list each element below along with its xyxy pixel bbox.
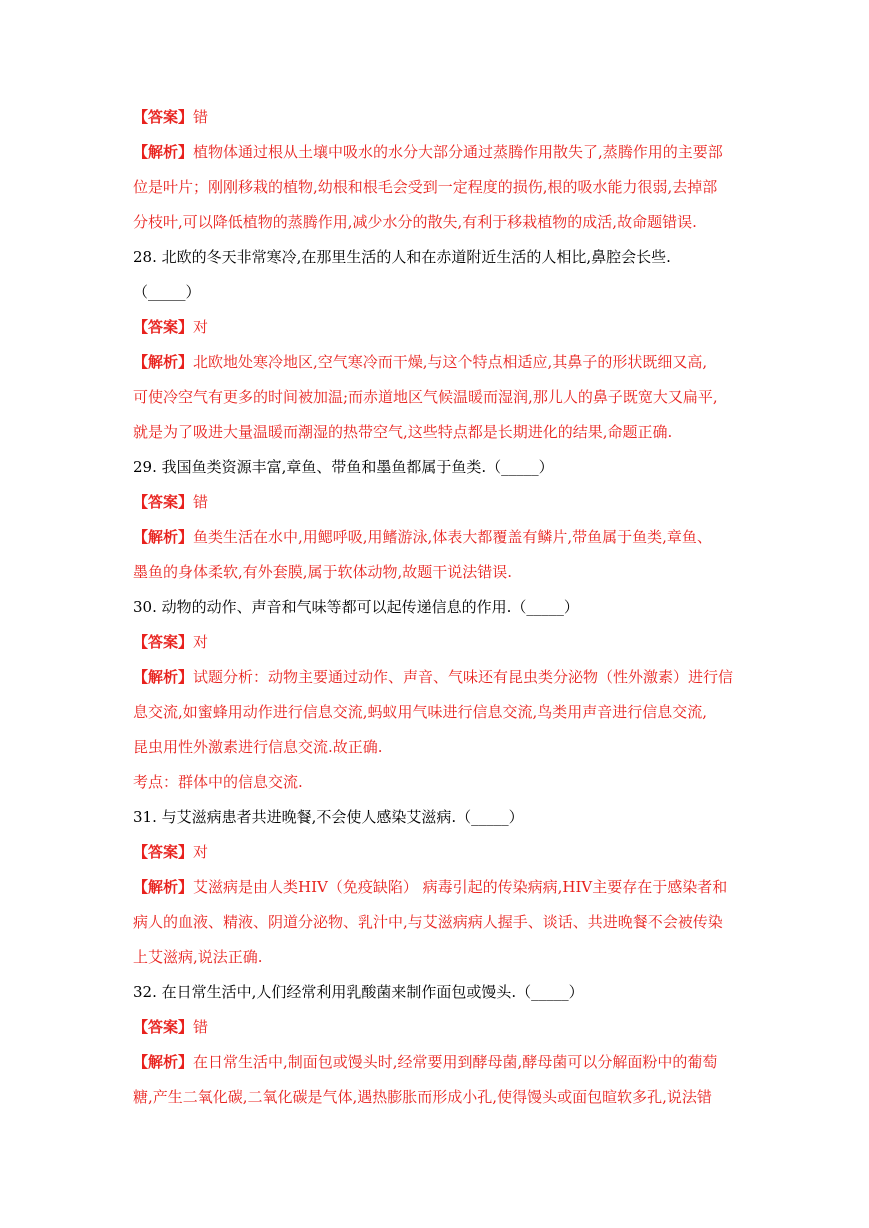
question-blank: （_____） [133,283,201,301]
answer-line [133,1018,741,1053]
analysis-continuation: 昆虫用性外激素进行信息交流.故正确. [133,738,383,756]
analysis-text: 北欧地处寒冷地区,空气寒冷而干燥,与这个特点相适应,其鼻子的形状既细又高, [193,353,708,371]
answer-text: 错 [193,493,209,511]
analysis-tag: 【解析】 [133,668,194,686]
answer-line [133,318,741,353]
analysis-continuation: 糖,产生二氧化碳,二氧化碳是气体,遇热膨胀而形成小孔,使得馒头或面包暄软多孔,说法错 [133,1088,712,1106]
analysis-text: 艾滋病是由人类HIV（免疫缺陷） 病毒引起的传染病病,HIV主要存在于感染者和 [193,878,728,896]
answer-line [133,493,741,528]
question-32: 32. 在日常生活中,人们经常利用乳酸菌来制作面包或馒头.（_____） [133,983,584,1001]
analysis-text: 鱼类生活在水中,用鳃呼吸,用鳍游泳,体表大都覆盖有鳞片,带鱼属于鱼类,章鱼、 [193,528,712,546]
analysis-text: 试题分析：动物主要通过动作、声音、气味还有昆虫类分泌物（性外激素）进行信 [193,668,734,686]
analysis-continuation: 位是叶片；刚刚移栽的植物,幼根和根毛会受到一定程度的损伤,根的吸水能力很弱,去掉部 [133,178,718,196]
answer-tag: 【答案】 [133,633,194,651]
answer-line [133,108,741,143]
analysis-tag: 【解析】 [133,1053,194,1071]
answer-text: 错 [193,1018,209,1036]
question-30: 30. 动物的动作、声音和气味等都可以起传递信息的作用.（_____） [133,598,579,616]
question-31: 31. 与艾滋病患者共进晚餐,不会使人感染艾滋病.（_____） [133,808,524,826]
analysis-continuation: 墨鱼的身体柔软,有外套膜,属于软体动物,故题干说法错误. [133,563,513,581]
answer-tag: 【答案】 [133,1018,194,1036]
analysis-line [133,143,741,178]
answer-line [133,633,741,668]
analysis-line [133,668,741,703]
analysis-continuation: 分枝叶,可以降低植物的蒸腾作用,减少水分的散失,有利于移栽植物的成活,故命题错误. [133,213,697,231]
analysis-continuation: 可使冷空气有更多的时间被加温;而赤道地区气候温暖而湿润,那儿人的鼻子既宽大又扁平, [133,388,718,406]
answer-text: 对 [193,633,209,651]
answer-tag: 【答案】 [133,318,194,336]
answer-text: 对 [193,318,209,336]
analysis-continuation: 息交流,如蜜蜂用动作进行信息交流,蚂蚁用气味进行信息交流,鸟类用声音进行信息交流, [133,703,708,721]
question-29: 29. 我国鱼类资源丰富,章鱼、带鱼和墨鱼都属于鱼类.（_____） [133,458,554,476]
analysis-note: 考点：群体中的信息交流. [133,773,303,791]
answer-tag: 【答案】 [133,493,194,511]
analysis-continuation: 病人的血液、精液、阴道分泌物、乳汁中,与艾滋病病人握手、谈话、共进晚餐不会被传染 [133,913,723,931]
answer-text: 错 [193,108,209,126]
answer-tag: 【答案】 [133,108,194,126]
analysis-text: 植物体通过根从土壤中吸水的水分大部分通过蒸腾作用散失了,蒸腾作用的主要部 [193,143,723,161]
analysis-continuation: 上艾滋病,说法正确. [133,948,263,966]
answer-text: 对 [193,843,209,861]
analysis-tag: 【解析】 [133,528,194,546]
answer-tag: 【答案】 [133,843,194,861]
answer-line [133,843,741,878]
analysis-tag: 【解析】 [133,878,194,896]
analysis-tag: 【解析】 [133,353,194,371]
analysis-line [133,1053,741,1088]
analysis-line [133,353,741,388]
analysis-text: 在日常生活中,制面包或馒头时,经常要用到酵母菌,酵母菌可以分解面粉中的葡萄 [193,1053,718,1071]
question-28: 28. 北欧的冬天非常寒冷,在那里生活的人和在赤道附近生活的人相比,鼻腔会长些. [133,248,671,266]
analysis-continuation: 就是为了吸进大量温暖而潮湿的热带空气,这些特点都是长期进化的结果,命题正确. [133,423,673,441]
analysis-line [133,528,741,563]
analysis-tag: 【解析】 [133,143,194,161]
analysis-line [133,878,741,913]
